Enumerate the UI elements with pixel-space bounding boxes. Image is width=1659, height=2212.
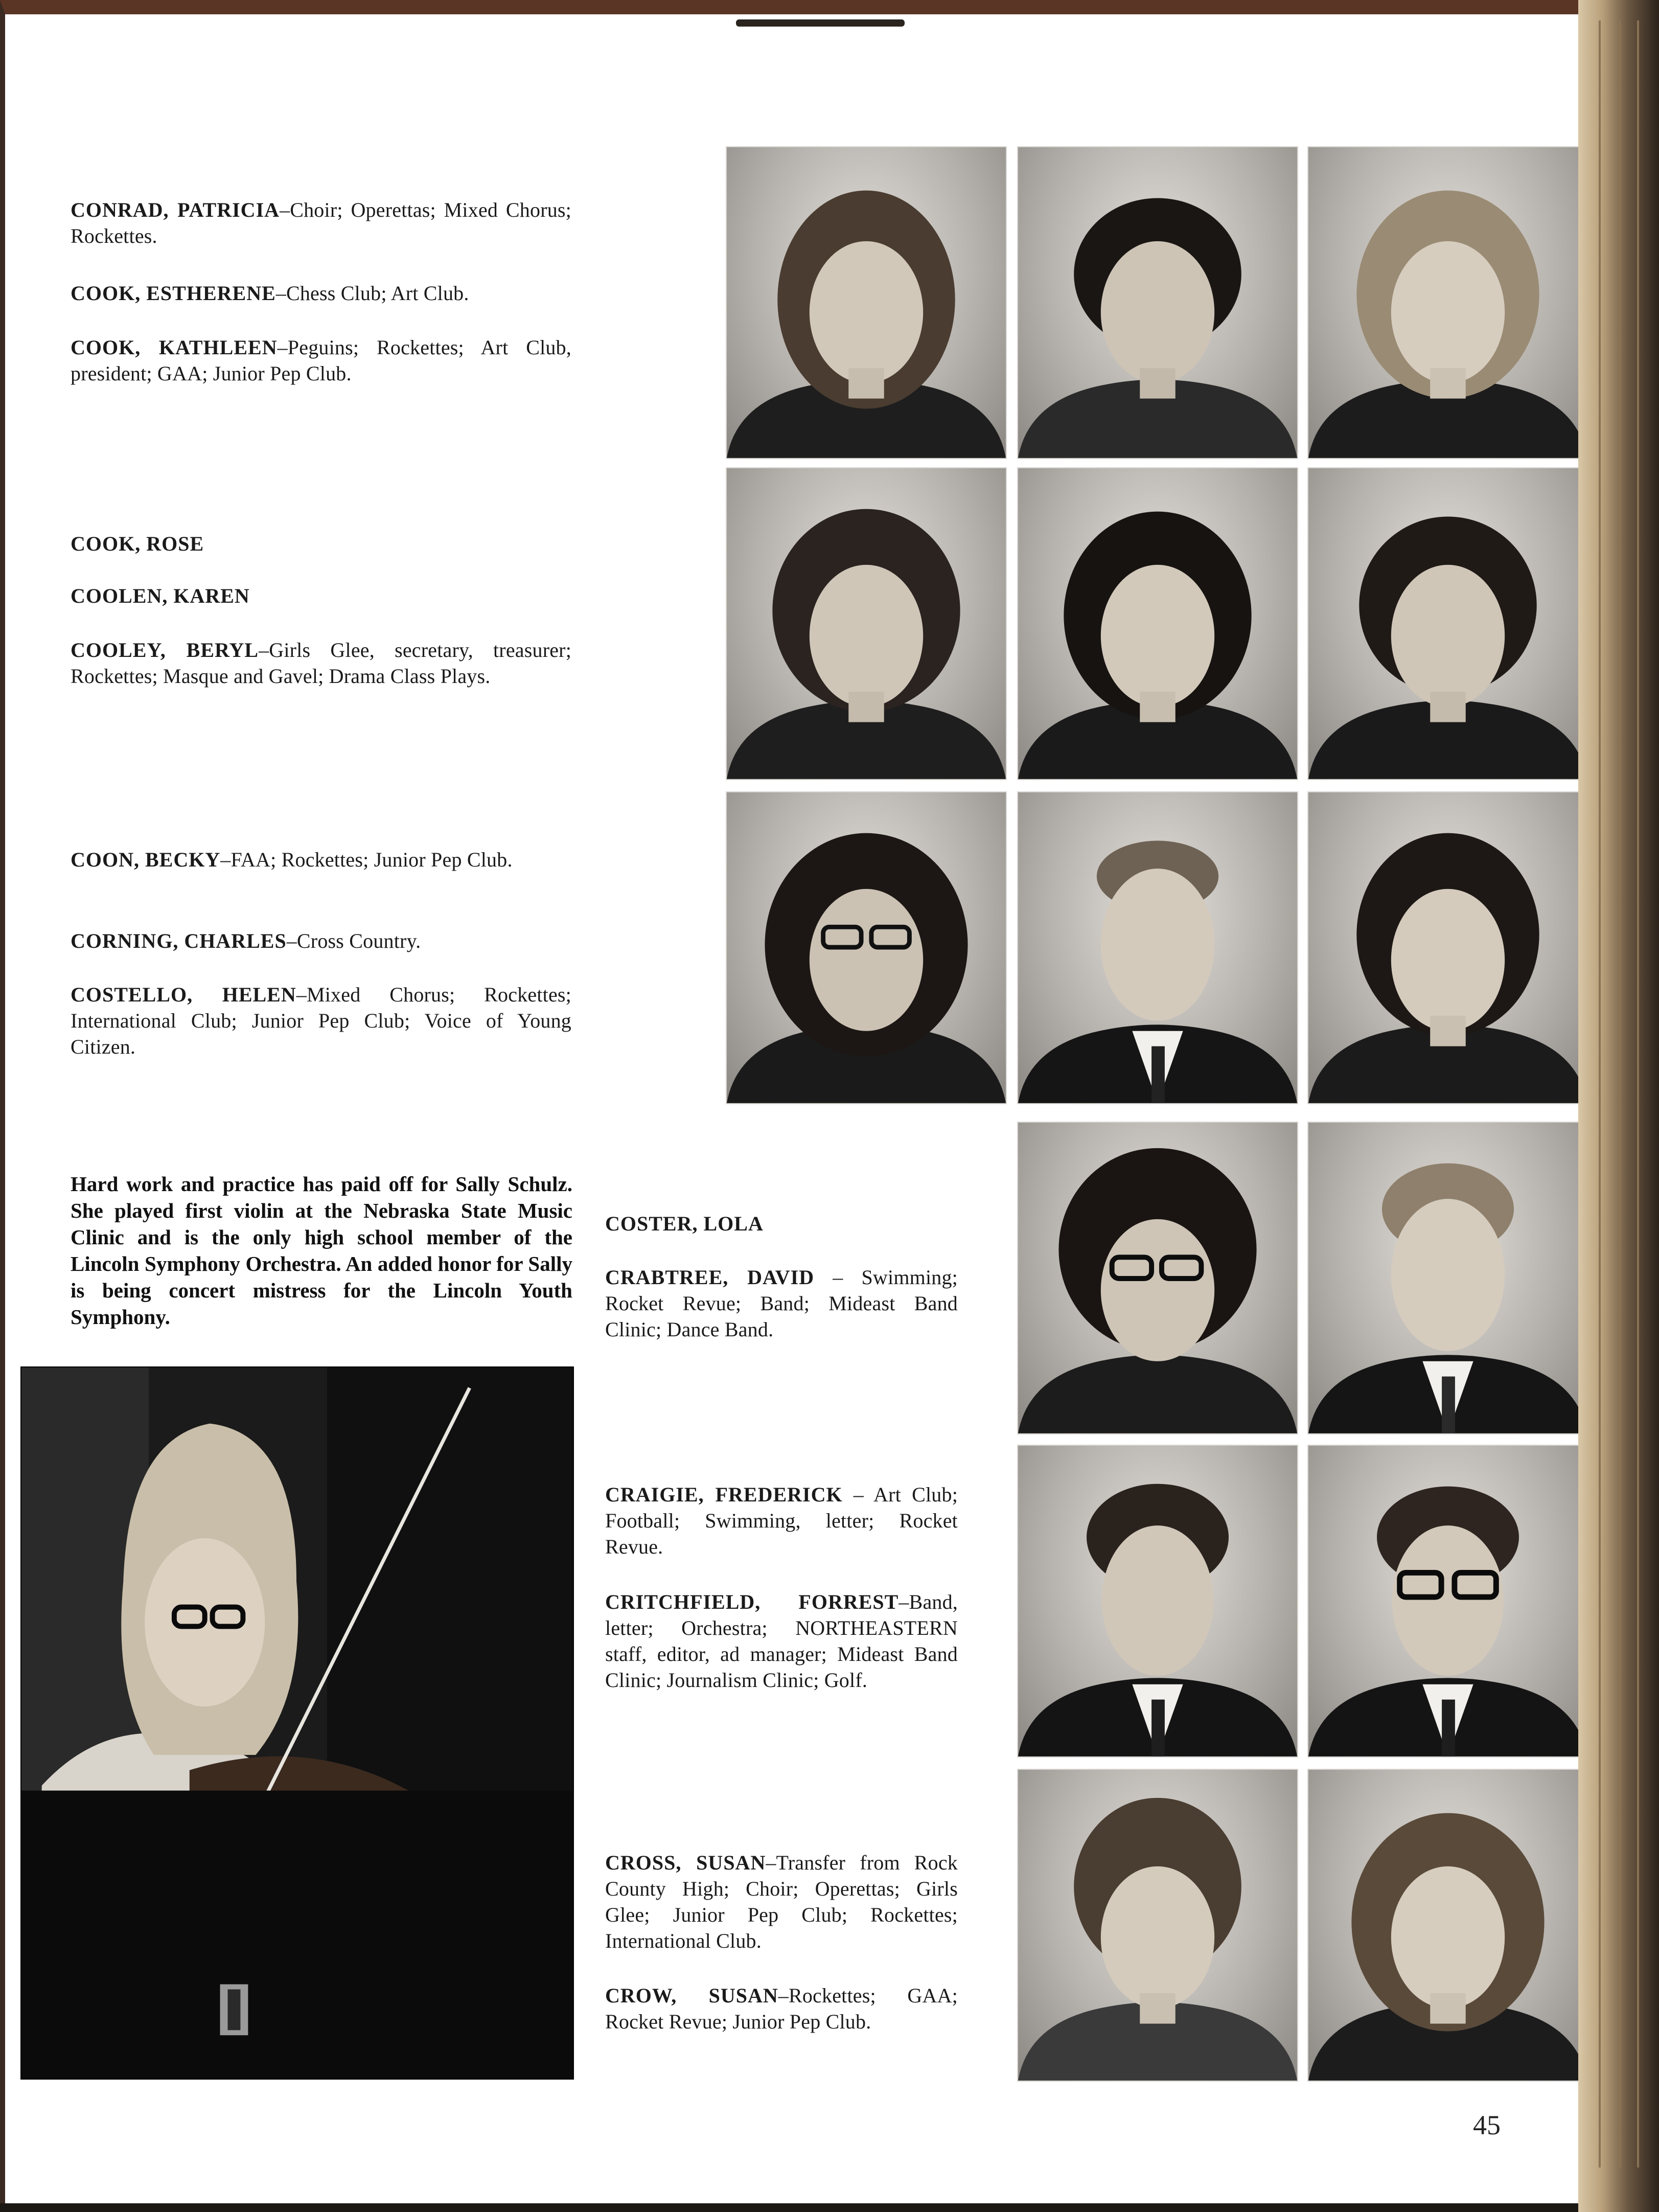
portrait-corning-charles (1017, 791, 1298, 1104)
entry-cook-kathleen: COOK, KATHLEEN–Peguins; Rockettes; Art Club, president; GAA; Junior Pep Club. (71, 336, 571, 385)
entry-coon-becky: COON, BECKY–FAA; Rockettes; Junior Pep Club. (71, 848, 513, 871)
entry-corning-charles: CORNING, CHARLES–Cross Country. (71, 929, 421, 952)
portrait-crow-susan (1307, 1769, 1588, 2082)
page-number: 45 (1473, 2110, 1501, 2140)
entry-crow-susan: CROW, SUSAN–Rockettes; GAA; Rocket Revue; Junior Pep Club. (605, 1984, 958, 2033)
portrait-crabtree-david (1307, 1122, 1588, 1434)
entry-cooley-beryl: COOLEY, BERYL–Girls Glee, secretary, treasurer; Rockettes; Masque and Gavel; Drama Class Plays. (71, 638, 572, 688)
entry-cook-rose: COOK, ROSE (71, 532, 204, 555)
portrait-cross-susan (1017, 1769, 1298, 2082)
portrait-cook-kathleen (1307, 146, 1588, 459)
entry-critchfield-forrest: CRITCHFIELD, FORREST–Band, letter; Orchestra; NORTHEASTERN staff, editor, ad manager; Mideast Band Clinic; Journalism Clinic; Golf. (605, 1590, 958, 1692)
portrait-coster-lola (1017, 1122, 1298, 1434)
portrait-critchfield-forrest (1307, 1445, 1588, 1758)
portrait-conrad-patricia (726, 146, 1007, 459)
portrait-costello-helen (1307, 791, 1588, 1104)
entry-cook-estherene: COOK, ESTHERENE–Chess Club; Art Club. (71, 282, 469, 305)
portrait-craigie-frederick (1017, 1445, 1298, 1758)
violinist-photo (20, 1366, 574, 2080)
portrait-cooley-beryl (1307, 467, 1588, 780)
portrait-cook-rose (726, 467, 1007, 780)
book-binding-edge (1578, 0, 1659, 2212)
portrait-coolen-karen (1017, 467, 1298, 780)
print-mark (736, 19, 905, 27)
portrait-coon-becky (726, 791, 1007, 1104)
entry-costello-helen: COSTELLO, HELEN–Mixed Chorus; Rockettes; International Club; Junior Pep Club; Voice of Young Citizen. (71, 983, 571, 1058)
entry-coolen-karen: COOLEN, KAREN (71, 584, 250, 607)
feature-caption: Hard work and practice has paid off for Sally Schulz. She played first violin at the Nebraska State Music Clinic and is the only high school member of the Lincoln Symphony Orchestra. An added honor for Sally is being concert mistress for the Lincoln Youth Symphony. (71, 1172, 572, 1329)
entry-conrad-patricia: CONRAD, PATRICIA–Choir; Operettas; Mixed Chorus; Rockettes. (71, 198, 571, 247)
entry-cross-susan: CROSS, SUSAN–Transfer from Rock County High; Choir; Operettas; Girls Glee; Junior Pep Club; Rockettes; International Club. (605, 1851, 958, 1952)
entry-craigie-frederick: CRAIGIE, FREDERICK – Art Club; Football; Swimming, letter; Rocket Revue. (605, 1483, 958, 1558)
portrait-cook-estherene (1017, 146, 1298, 459)
entry-crabtree-david: CRABTREE, DAVID – Swimming; Rocket Revue; Band; Mideast Band Clinic; Dance Band. (605, 1266, 958, 1341)
entry-coster-lola: COSTER, LOLA (605, 1212, 764, 1235)
